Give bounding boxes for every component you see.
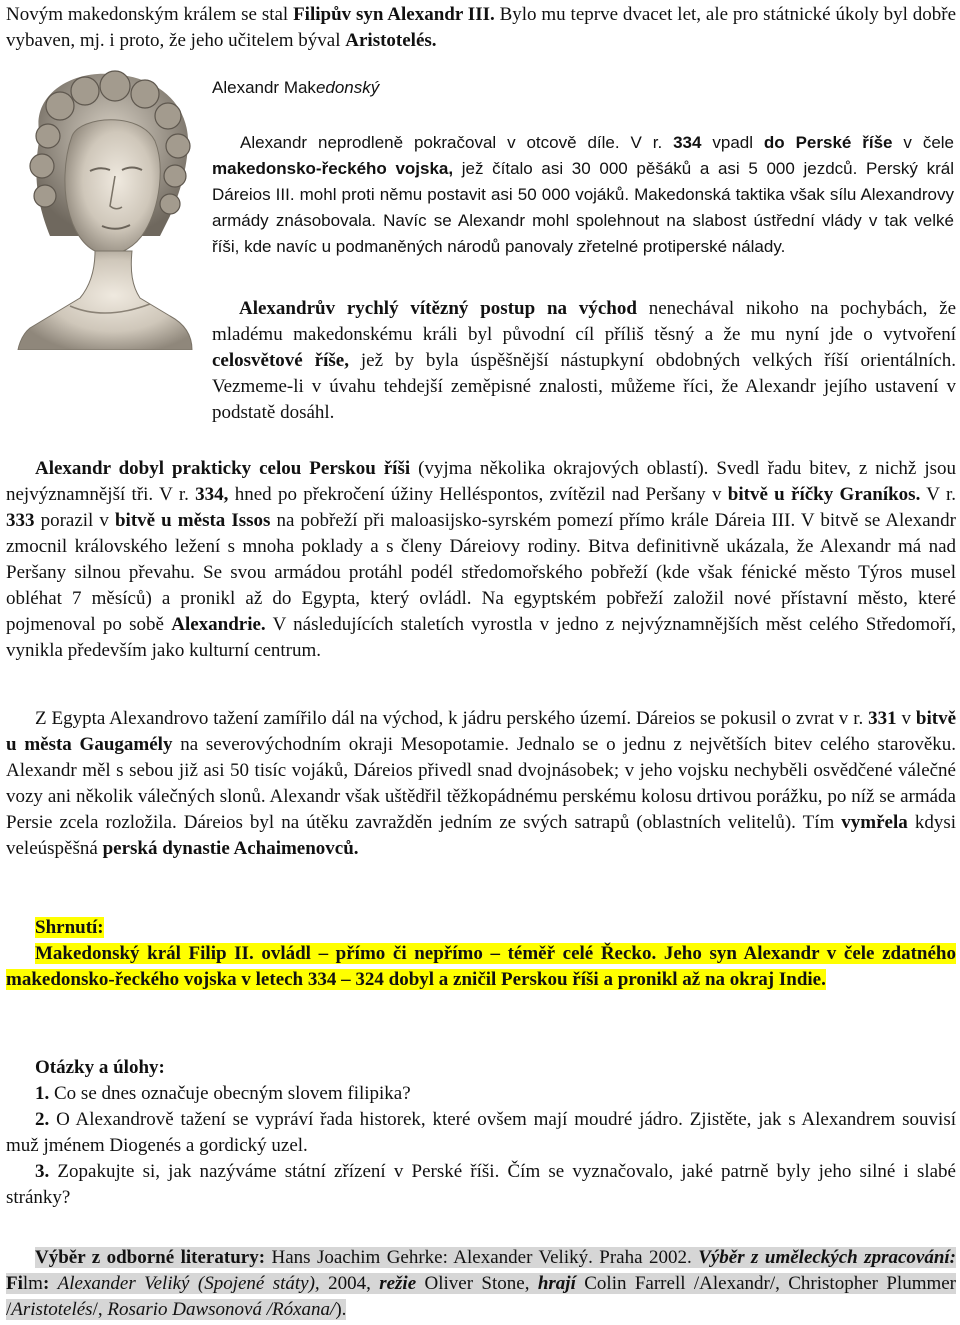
lit-cast: Colin Farrell /Alexandr/, Christopher Plummer / [6, 1273, 957, 1320]
para3-text-b: nenechával nikoho na pochybách, že mladému makedonskému králi byl původní cíl příliš těsný a že mu nyní jde o vytvoření [212, 298, 957, 345]
lit-end: ). [335, 1299, 347, 1320]
question-3 [6, 1159, 956, 1211]
para3-world-empire: celosvětové říše, [212, 350, 349, 371]
para4-text-f: V r. [920, 484, 956, 505]
lit-film-a: Fi [6, 1273, 23, 1294]
para4-year-333: 333 [6, 510, 35, 531]
para5-text-a: Z Egypta Alexandrovo tažení zamířilo dál na východ, k jádru perského území. Dáreios se pokusil o zvrat v r. [35, 708, 869, 729]
paragraph-victory-march [6, 296, 956, 426]
caption-text-italic: edonský [315, 78, 380, 97]
para5-dynasty: perská dynastie Achaimenovců. [102, 838, 359, 859]
question-2-number: 2. [35, 1109, 50, 1130]
para5-year-331: 331 [868, 708, 897, 729]
intro-paragraph [6, 2, 956, 54]
portrait-caption [212, 78, 379, 98]
para4-text-j: na pobřeží při maloasijsko-syrském pomezí přímo krále Dáreia III. V bitvě se Alexandr zmocnil královského ležení s mnoha poklady a s členy Dáreiovy rodiny. Bitva definitivně ukázala, že Alexandr má nad Peršany silnou převahu. Se svou armádou protáhl podél středomořského pobřeží (kde však fénické město Týros musel obléhat 7 měsíců) a pronikl až do Egypta, který ovládl. Na egyptském pobřeží založil nové přístavní město, které pojmenoval po sobě [6, 510, 956, 635]
para4-text-l: V následujících staletích vyrostla v jedno z nejvýznamnějších měst celého Středomoří, vynikla především jako kulturní centrum. [6, 614, 956, 661]
lit-rosario: Rosario Dawsonová /Róxana/ [107, 1299, 336, 1320]
para5-vymrela: vymřela [841, 812, 908, 833]
para2-text-g: jež čítalo asi 30 000 pěšáků a asi 5 000 jezdců. Perský král Dáreios III. mohl proti němu postavit asi 50 000 vojáků. Makedonská taktika však sílu Alexandrovy armády znásobovala. Navíc se Alexandr mohl spolehnout na slabost ústřední vlády v tak velké říši, kde navíc u podmaněných národů panovaly zřetelné protiperské nálady. [212, 159, 954, 256]
para4-text-b: (vyjma několika okrajových oblastí). Svedl řadu bitev, z nichž jsou nejvýznamnější tři. V r. [6, 458, 956, 505]
summary-text: Makedonský král Filip II. ovládl – přímo či nepřímo – téměř celé Řecko. Jeho syn Alexandr v čele zdatného makedonsko-řeckého vojska v letech 334 – 324 dobyl a zničil Perskou říši a pronikl až na okraj Indie. [6, 943, 956, 990]
lit-label-c: Výběr z uměleckých zpracování: [698, 1247, 957, 1268]
para2-army: makedonsko-řeckého vojska, [212, 159, 454, 178]
para2-year: 334 [673, 133, 702, 152]
para4-issos: bitvě u města Issos [114, 510, 271, 531]
lit-year: 2004, [319, 1273, 380, 1294]
lit-film-b: lm [22, 1273, 43, 1294]
lit-film-title: Alexander Veliký (Spojené státy), [57, 1273, 320, 1294]
para2-persian-empire: do Perské říše [763, 133, 893, 152]
question-2 [6, 1107, 956, 1159]
question-1-text: Co se dnes označuje obecným slovem filipika? [49, 1083, 411, 1104]
summary-text-row [6, 941, 956, 993]
para2-text-e: v čele [892, 133, 955, 152]
para5-gaugamela: bitvě u města Gaugamély [6, 708, 956, 755]
questions-heading-row [6, 1055, 956, 1081]
para4-bold-a: Alexandr dobyl prakticky celou Perskou říši [35, 458, 411, 479]
para4-text-h: porazil v [34, 510, 115, 531]
para2-text-c: vpadl [701, 133, 764, 152]
para5-text-g: kdysi veleúspěšná [6, 812, 956, 859]
lit-aristoteles: Aristotelés [11, 1299, 93, 1320]
lit-rezie: režie [379, 1273, 417, 1294]
caption-text: Alexandr Mak [212, 78, 316, 97]
para3-wrapper [6, 296, 956, 426]
para3-bold: Alexandrův rychlý vítězný postup na východ [239, 298, 637, 319]
para2-text-a: Alexandr neprodleně pokračoval v otcově díle. V r. [240, 133, 674, 152]
question-2-text: O Alexandrově tažení se vypráví řada historek, které ovšem mají moudré jádro. Zjistěte, jak s Alexandrem souvisí muž jménem Diogenés a gordický uzel. [6, 1109, 956, 1156]
para5-text-e: na severovýchodním okraji Mesopotamie. Jednalo se o jednu z největších bitev celého starověku. Alexandr měl s sebou již asi 50 tisíc vojáků, Dáreios přivedl snad dvojnásobek; v jeho vojsku nechyběli osvědčené válečné vozy ani několik válečných slonů. Alexandr však uštědřil těžkopádnému perskému kolosu drtivou porážku, po níž se armáda Persie zcela rozložila. Dáreios byl na útěku zavražděn jedním ze svých satrapů (oblastních velitelů). Tím [6, 734, 956, 833]
summary-block [6, 915, 956, 993]
lit-label-a: Výběr z odborné literatury: [35, 1247, 266, 1268]
para4-granikos: bitvě u říčky Graníkos. [727, 484, 921, 505]
para4-year-334: 334, [195, 484, 229, 505]
lit-colon: : [42, 1273, 58, 1294]
literature-block [6, 1245, 956, 1323]
literature-highlight [6, 1247, 956, 1320]
summary-heading-row [6, 915, 956, 941]
lit-sep: /, [92, 1299, 108, 1320]
paragraph-gaugamela [6, 706, 956, 862]
summary-heading: Shrnutí: [35, 917, 104, 938]
intro-text-2: Bylo mu teprve dvacet let, ale pro státnické úkoly byl dobře vybaven, mj. i proto, že jeho učitelem býval [6, 4, 957, 51]
lit-text-b: Hans Joachim Gehrke: Alexander Veliký. Praha 2002. [265, 1247, 699, 1268]
lit-hraji: hrají [537, 1273, 576, 1294]
para4-text-d: hned po překročení úžiny Helléspontos, zvítězil nad Peršany v [228, 484, 728, 505]
question-3-number: 3. [35, 1161, 50, 1182]
para4-alexandria: Alexandrie. [171, 614, 266, 635]
questions-block [6, 1055, 956, 1211]
questions-heading: Otázky a úlohy: [35, 1057, 165, 1078]
intro-bold-aristoteles: Aristotelés. [345, 30, 437, 51]
para3-text-d: jež by byla úspěšnější nástupkyní obdobných velkých říší orientálních. Vezmeme-li v úvahu tehdejší zeměpisné znalosti, můžeme říci, že Alexandr jejího ustavení v podstatě dosáhl. [212, 350, 956, 423]
question-1-number: 1. [35, 1083, 50, 1104]
question-1 [6, 1081, 956, 1107]
paragraph-conquest [6, 456, 956, 664]
para5-text-c: v [896, 708, 916, 729]
lit-director: Oliver Stone, [416, 1273, 538, 1294]
question-3-text: Zopakujte si, jak nazýváme státní zřízení v Perské říši. Čím se vyznačovalo, jaké patrně byly jeho silné i slabé stránky? [6, 1161, 956, 1208]
paragraph-alexander-campaign [212, 130, 954, 260]
intro-bold-name: Filipův syn Alexandr III. [293, 4, 495, 25]
intro-text: Novým makedonským králem se stal [6, 4, 294, 25]
